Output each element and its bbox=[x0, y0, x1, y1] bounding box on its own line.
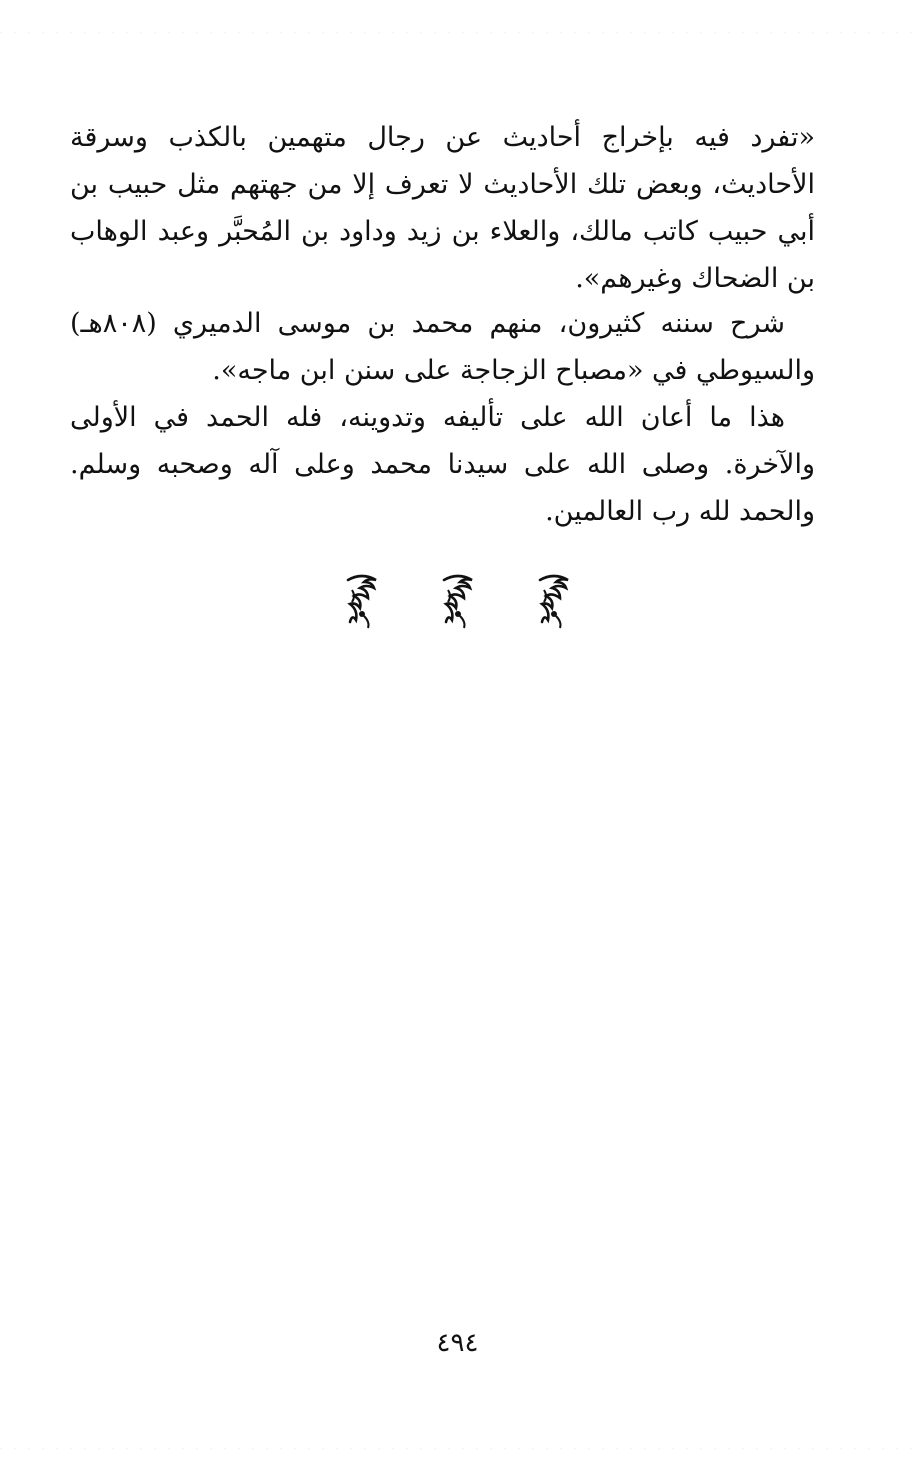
paragraph-quote: «تفرد فيه بإخراج أحاديث عن رجال متهمين بالكذب وسرقة الأحاديث، وبعض تلك الأحاديث لا تعرف إلا من جهتهم مثل حبيب بن أبي حبيب كاتب مالك، والعلاء بن زيد وداود بن المُحبَّر وعبد الوهاب بن الضحاك وغيرهم». bbox=[70, 122, 815, 294]
scan-artifact-top bbox=[0, 32, 915, 33]
paragraph-commentaries: شرح سننه كثيرون، منهم محمد بن موسى الدميري (٨٠٨هـ) والسيوطي في «مصباح الزجاجة على سنن ابن ماجه». bbox=[70, 308, 815, 386]
scan-artifact-bottom bbox=[0, 1448, 915, 1449]
floral-ornament-icon bbox=[338, 570, 386, 630]
paragraph-closing: هذا ما أعان الله على تأليفه وتدوينه، فله الحمد في الأولى والآخرة. وصلى الله على سيدنا محمد وعلى آله وصحبه وسلم. والحمد لله رب العالمين. bbox=[70, 402, 815, 527]
section-end-ornaments bbox=[0, 570, 915, 630]
floral-ornament-icon bbox=[530, 570, 578, 630]
floral-ornament-icon bbox=[434, 570, 482, 630]
page-number: ٤٩٤ bbox=[436, 1328, 479, 1358]
